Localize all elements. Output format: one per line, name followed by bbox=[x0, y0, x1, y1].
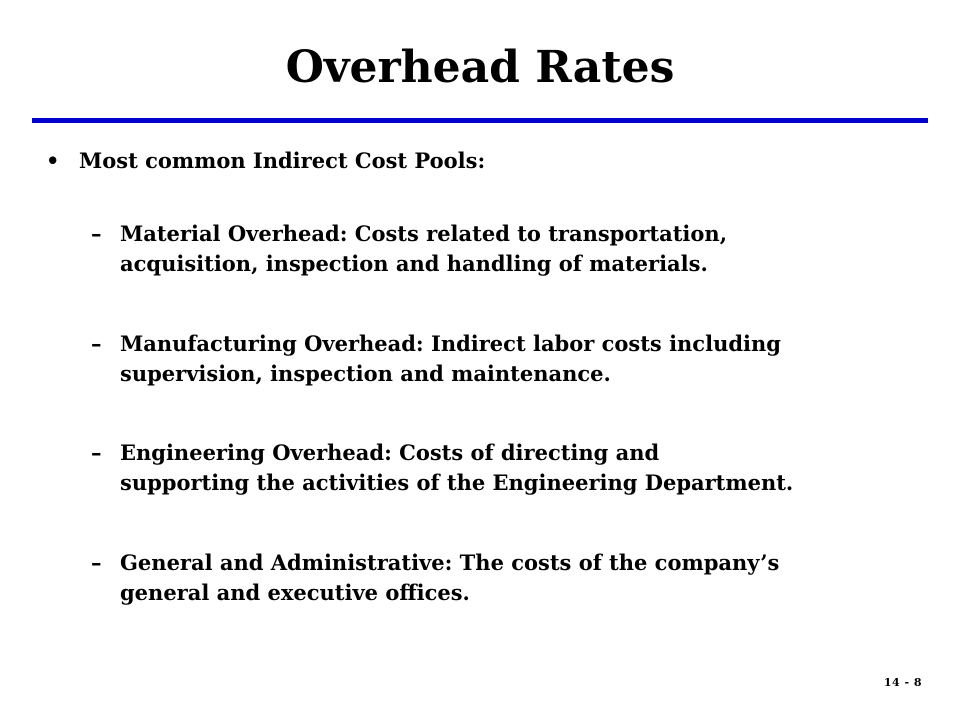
title-divider bbox=[32, 118, 928, 123]
dash-icon: – bbox=[91, 440, 102, 465]
dash-icon: – bbox=[91, 331, 102, 356]
sub-item-line: General and Administrative: The costs of the company’s bbox=[120, 550, 780, 575]
bullet-text: Most common Indirect Cost Pools: bbox=[79, 148, 486, 173]
bullet-icon: • bbox=[46, 148, 60, 173]
sub-item-line: supporting the activities of the Engineering Department. bbox=[120, 470, 794, 495]
sub-item-line: acquisition, inspection and handling of materials. bbox=[120, 251, 708, 276]
dash-icon: – bbox=[91, 550, 102, 575]
sub-item-line: general and executive offices. bbox=[120, 580, 470, 605]
sub-item-line: Engineering Overhead: Costs of directing and bbox=[120, 440, 660, 465]
page-number: 14 - 8 bbox=[883, 676, 922, 689]
sub-item-text bbox=[120, 329, 930, 389]
sub-item-text bbox=[120, 438, 930, 498]
sub-item-text bbox=[120, 219, 930, 279]
dash-icon: – bbox=[91, 221, 102, 246]
sub-item-text bbox=[120, 548, 930, 608]
sub-item-line: supervision, inspection and maintenance. bbox=[120, 361, 611, 386]
sub-item-line: Material Overhead: Costs related to transportation, bbox=[120, 221, 728, 246]
slide-title: Overhead Rates bbox=[285, 42, 675, 93]
sub-item-line: Manufacturing Overhead: Indirect labor costs including bbox=[120, 331, 781, 356]
